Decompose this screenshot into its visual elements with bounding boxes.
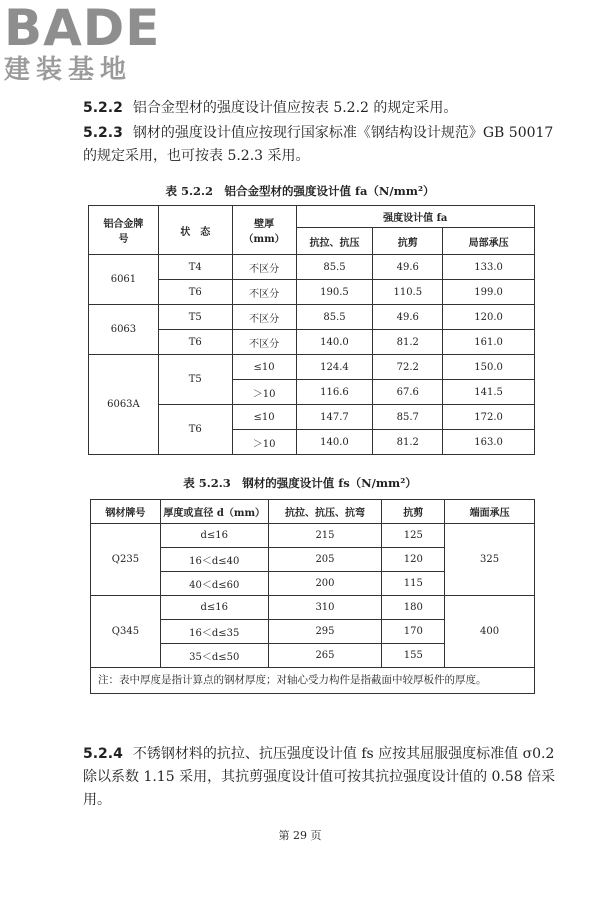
cell-tension: 310: [268, 596, 382, 620]
cell-bearing: 199.0: [443, 280, 535, 305]
cell-bearing: 325: [445, 524, 535, 596]
cell-thickness: ≤10: [232, 405, 296, 430]
cell-grade: Q235: [91, 524, 161, 596]
cell-shear: 81.2: [373, 330, 443, 355]
cell-thickness: 35＜d≤50: [160, 644, 268, 668]
table-5-2-2-caption: 表 5.2.2 铝合金型材的强度设计值 fa（N/mm²）: [165, 184, 435, 198]
cell-thickness: 不区分: [232, 280, 296, 305]
cell-tension: 116.6: [296, 380, 373, 405]
table-note-row: [91, 668, 535, 694]
cell-tension: 140.0: [296, 430, 373, 455]
cell-shear: 85.7: [373, 405, 443, 430]
header-shear: 抗剪: [382, 500, 445, 524]
cell-shear: 67.6: [373, 380, 443, 405]
cell-bearing: 161.0: [443, 330, 535, 355]
header-grade: 钢材牌号: [91, 500, 161, 524]
cell-thickness: 不区分: [232, 330, 296, 355]
cell-shear: 155: [382, 644, 445, 668]
cell-bearing: 400: [445, 596, 535, 668]
header-thickness: 厚度或直径 d（mm）: [160, 500, 268, 524]
cell-tension: 147.7: [296, 405, 373, 430]
cell-thickness: d≤16: [160, 524, 268, 548]
table-5-2-3-caption: 表 5.2.3 钢材的强度设计值 fs（N/mm²）: [183, 476, 417, 490]
cell-bearing: 120.0: [443, 305, 535, 330]
cell-alloy: 6063A: [89, 355, 159, 455]
header-state: 状 态: [158, 206, 232, 255]
cell-shear: 72.2: [373, 355, 443, 380]
clause-5-2-3: [83, 122, 563, 168]
header-thickness: [232, 206, 296, 255]
cell-shear: 49.6: [373, 305, 443, 330]
cell-shear: 180: [382, 596, 445, 620]
table-row: [89, 305, 535, 330]
table-5-2-3: [90, 499, 535, 694]
header-thickness-label: 壁厚: [254, 219, 275, 230]
cell-tension: 200: [268, 572, 382, 596]
cell-shear: 110.5: [373, 280, 443, 305]
cell-tension: 265: [268, 644, 382, 668]
table-row: [89, 355, 535, 380]
header-tension: 抗拉、抗压: [296, 228, 373, 255]
header-alloy: 铝合金牌号: [89, 206, 159, 255]
header-strength-group: 强度设计值 fa: [296, 206, 534, 228]
logo-brand: BADE: [4, 0, 161, 57]
clause-5-2-2: [83, 97, 563, 120]
cell-shear: 81.2: [373, 430, 443, 455]
cell-shear: 120: [382, 548, 445, 572]
clause-number: 5.2.4: [83, 746, 123, 762]
logo: [4, 2, 179, 84]
cell-tension: 85.5: [296, 255, 373, 280]
cell-bearing: 163.0: [443, 430, 535, 455]
cell-bearing: 172.0: [443, 405, 535, 430]
table-5-2-2: [88, 205, 535, 455]
table-row: [91, 596, 535, 620]
cell-tension: 205: [268, 548, 382, 572]
cell-shear: 115: [382, 572, 445, 596]
cell-grade: Q345: [91, 596, 161, 668]
cell-tension: 295: [268, 620, 382, 644]
cell-bearing: 141.5: [443, 380, 535, 405]
cell-alloy: 6061: [89, 255, 159, 305]
cell-tension: 124.4: [296, 355, 373, 380]
cell-thickness: 16＜d≤40: [160, 548, 268, 572]
cell-state: T6: [158, 330, 232, 355]
cell-alloy: 6063: [89, 305, 159, 355]
logo-subtitle: 建装基地: [4, 55, 133, 85]
clause-number: 5.2.2: [83, 100, 123, 116]
cell-thickness: d≤16: [160, 596, 268, 620]
header-tension: 抗拉、抗压、抗弯: [268, 500, 382, 524]
table-note: 注：表中厚度是指计算点的钢材厚度；对轴心受力构件是指截面中较厚板件的厚度。: [91, 668, 535, 694]
cell-tension: 190.5: [296, 280, 373, 305]
cell-thickness: 不区分: [232, 255, 296, 280]
clause-5-2-4: [83, 743, 563, 812]
cell-shear: 170: [382, 620, 445, 644]
cell-thickness: ≤10: [232, 355, 296, 380]
header-thickness-unit: （mm）: [243, 234, 285, 245]
cell-thickness: 不区分: [232, 305, 296, 330]
cell-tension: 215: [268, 524, 382, 548]
clause-text: 铝合金型材的强度设计值应按表 5.2.2 的规定采用。: [132, 100, 458, 116]
header-bearing: 局部承压: [443, 228, 535, 255]
cell-tension: 85.5: [296, 305, 373, 330]
table-header-row: [91, 500, 535, 524]
clause-text: 不锈钢材料的抗拉、抗压强度设计值 fs 应按其屈服强度标准值 σ0.2 除以系数 1.15 采用，其抗剪强度设计值可按其抗拉强度设计值的 0.58 倍采用。: [83, 746, 556, 808]
table-row: [91, 524, 535, 548]
cell-thickness: 16＜d≤35: [160, 620, 268, 644]
cell-state: T5: [158, 355, 232, 405]
cell-state: T6: [158, 405, 232, 455]
page-number: 第 29 页: [278, 829, 322, 842]
cell-shear: 125: [382, 524, 445, 548]
cell-shear: 49.6: [373, 255, 443, 280]
cell-tension: 140.0: [296, 330, 373, 355]
cell-thickness: ＞10: [232, 380, 296, 405]
cell-state: T4: [158, 255, 232, 280]
table-header-row: [89, 206, 535, 228]
cell-state: T6: [158, 280, 232, 305]
header-shear: 抗剪: [373, 228, 443, 255]
cell-bearing: 150.0: [443, 355, 535, 380]
cell-state: T5: [158, 305, 232, 330]
table-row: [89, 255, 535, 280]
cell-thickness: ＞10: [232, 430, 296, 455]
clause-number: 5.2.3: [83, 125, 123, 141]
cell-thickness: 40＜d≤60: [160, 572, 268, 596]
cell-bearing: 133.0: [443, 255, 535, 280]
header-bearing: 端面承压: [445, 500, 535, 524]
clause-text: 钢材的强度设计值应按现行国家标准《钢结构设计规范》GB 50017 的规定采用，也可按表 5.2.3 采用。: [83, 125, 554, 164]
